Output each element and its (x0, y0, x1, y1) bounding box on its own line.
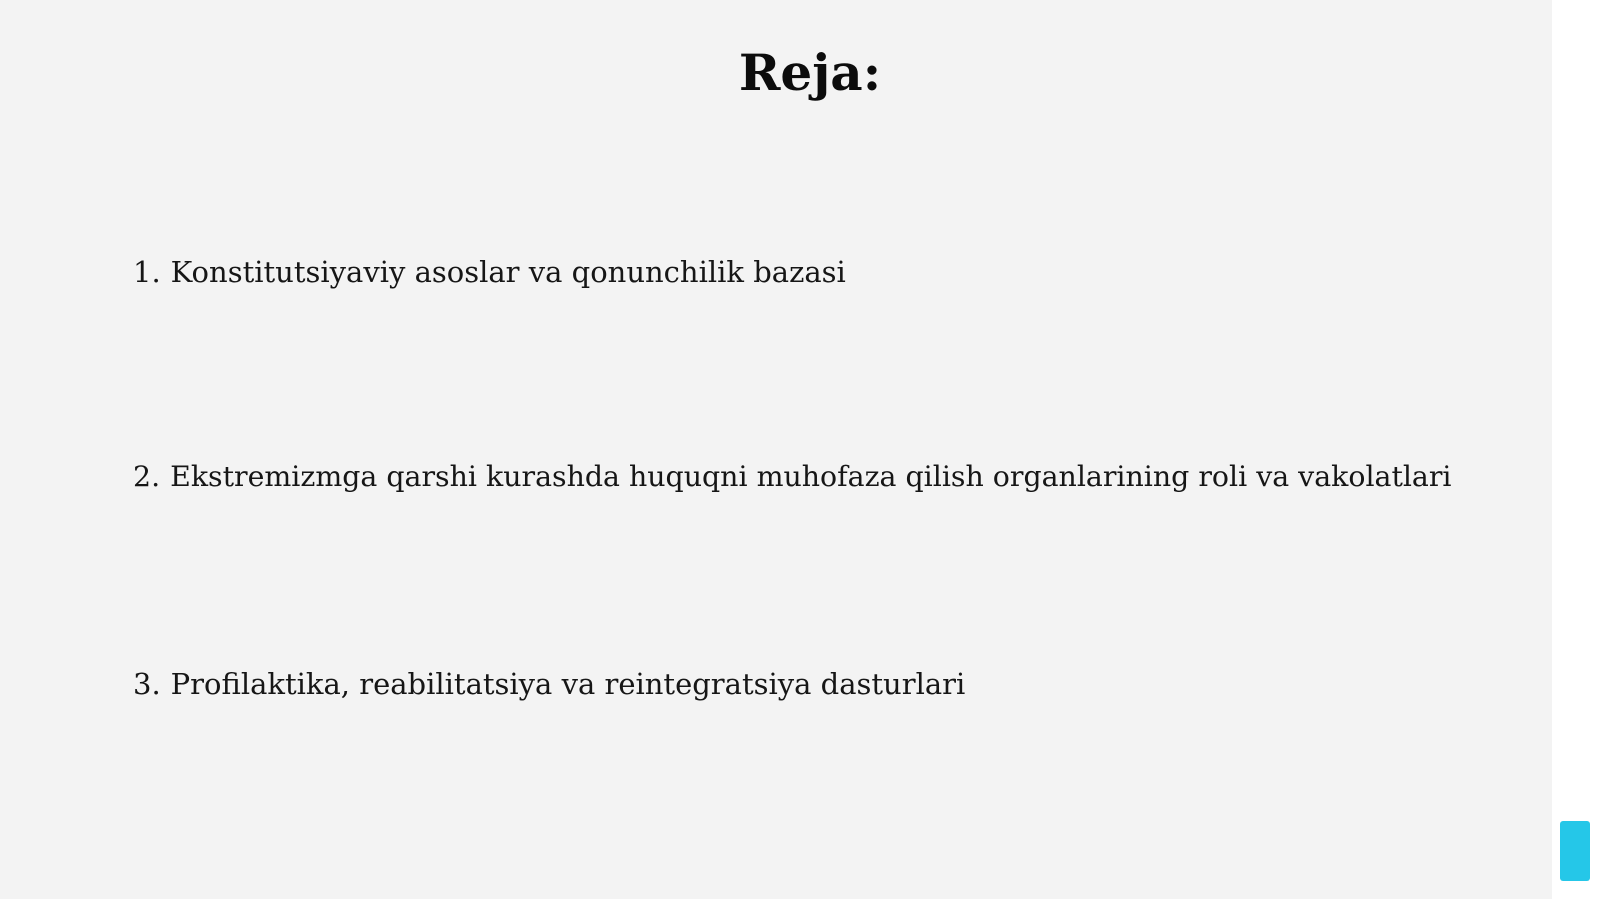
scroll-handle[interactable] (1560, 821, 1590, 881)
slide-title: Reja: (738, 43, 882, 102)
plan-item-text: Ekstremizmga qarshi kurashda huquqni muhofaza qilish organlarining roli va vakolatlari (170, 460, 1452, 493)
plan-item-text: Konstitutsiyaviy asoslar va qonunchilik bazasi (170, 255, 846, 289)
plan-item-number: 2. (133, 460, 161, 493)
plan-item-2 (133, 457, 1452, 497)
scroll-track (1552, 0, 1600, 899)
plan-item-3 (133, 664, 965, 704)
plan-item-number: 3. (133, 667, 161, 701)
plan-item-1 (133, 252, 846, 292)
plan-item-text: Profilaktika, reabilitatsiya va reintegratsiya dasturlari (170, 667, 966, 701)
plan-item-number: 1. (133, 255, 161, 289)
